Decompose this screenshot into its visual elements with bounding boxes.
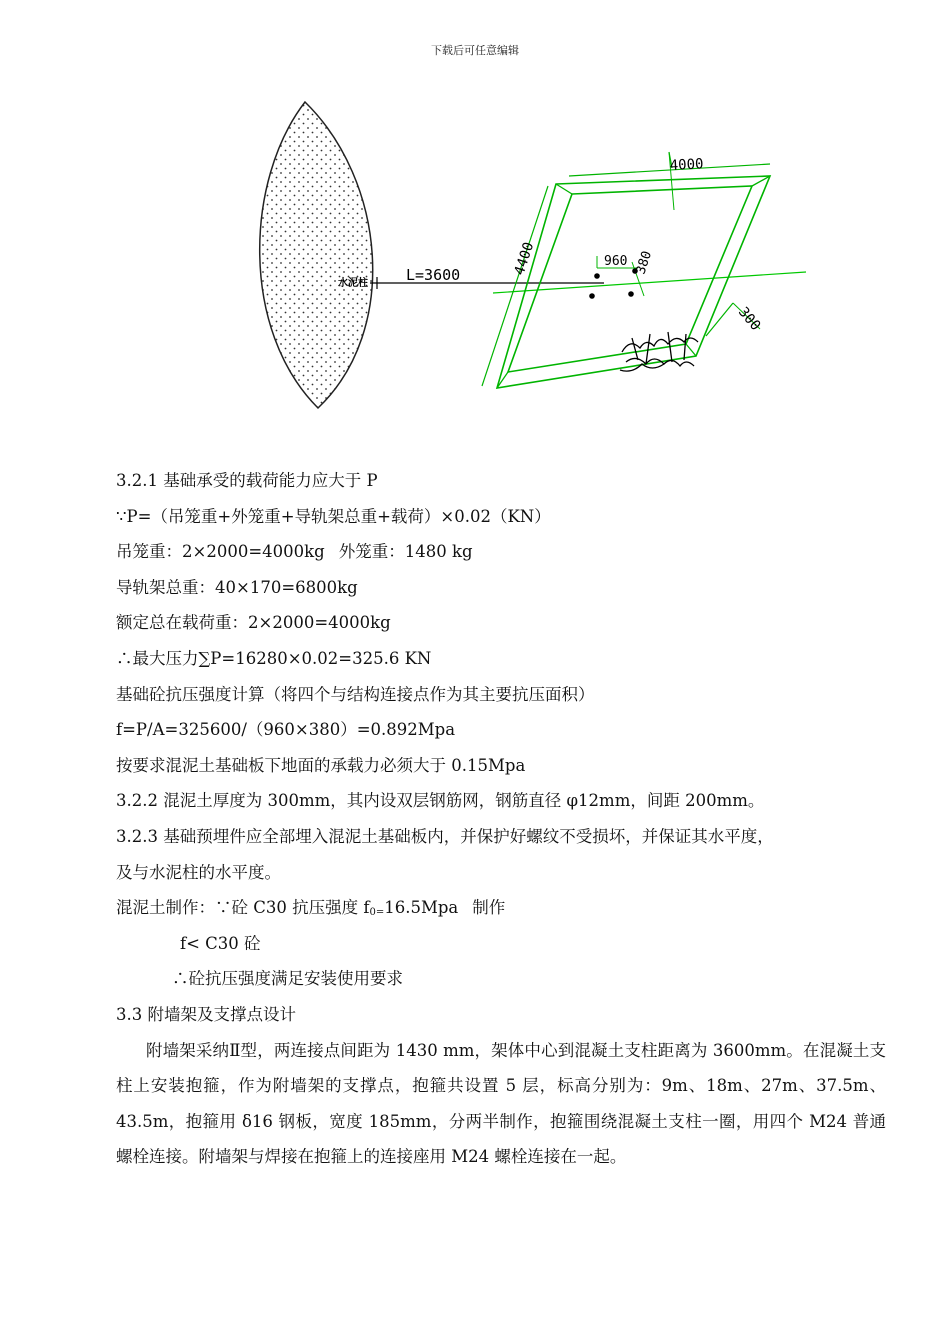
text-span: 外笼重：1480 kg — [338, 542, 473, 562]
width-label: 4000 — [669, 156, 704, 174]
distance-label: L=3600 — [406, 266, 461, 284]
text-line: ∴砼抗压强度满足安装使用要求 — [172, 969, 403, 989]
thickness-label: 300 — [734, 304, 764, 334]
text-line: 导轨架总重：40×170=6800kg — [116, 577, 358, 597]
text-span: 16.5Mpa — [384, 898, 459, 918]
page-header: 下载后可任意编辑 — [431, 44, 519, 57]
text-line — [116, 534, 886, 570]
text-line: 3.2.2 混泥土厚度为 300mm，其内设双层钢筋网，钢筋直径 φ12mm，间距 200mm。 — [116, 791, 765, 811]
text-span: 混泥土制作：∵砼 C30 抗压强度 f — [116, 898, 370, 918]
spacing-y-label: 380 — [633, 249, 656, 277]
text-line: f=P/A=325600/（960×380）=0.892Mpa — [116, 720, 456, 740]
text-line: 额定总在载荷重：2×2000=4000kg — [116, 613, 391, 633]
dim-300-line — [706, 303, 733, 336]
text-line: 基础砼抗压强度计算（将四个与结构连接点作为其主要抗压面积） — [116, 684, 595, 704]
spacing-x-label: 960 — [604, 254, 628, 269]
rebar-scribble — [620, 332, 698, 371]
text-line: 及与水泥柱的水平度。 — [116, 862, 281, 882]
text-span: 吊笼重：2×2000=4000kg — [116, 542, 325, 562]
column-label: 水泥柱 — [338, 278, 368, 289]
text-line: ∴最大压力∑P=16280×0.02=325.6 KN — [116, 648, 432, 668]
text-line: ∵P=（吊笼重+外笼重+导轨架总重+载荷）×0.02（KN） — [116, 506, 551, 526]
text-line: 按要求混泥土基础板下地面的承载力必须大于 0.15Mpa — [116, 755, 526, 775]
column-section-shape — [260, 102, 373, 408]
bolt-marker — [594, 273, 600, 279]
paragraph: 附墙架采纳Ⅱ型，两连接点间距为 1430 mm，架体中心到混凝土支柱距离为 3600mm。在混凝土支柱上安装抱箍，作为附墙架的支撑点，抱箍共设置 5 层，标高分别为：9m、18m、27m、37.5m、43.5m，抱箍用 δ16 钢板，宽度 185mm，分两半制作，抱箍围绕混凝土支柱一圈，用四个 M24 普通螺栓连接。附墙架与焊接在抱箍上的连接座用 M24 螺栓连接在一起。 — [116, 1040, 886, 1167]
bolt-marker — [628, 291, 634, 297]
foundation-outer-frame — [497, 176, 770, 388]
foundation-diagram — [0, 0, 950, 440]
subscript: 0= — [369, 907, 385, 919]
text-line: f< C30 砼 — [180, 933, 261, 953]
bolt-marker — [589, 293, 595, 299]
text-line: 3.2.3 基础预埋件应全部埋入混泥土基础板内，并保护好螺纹不受损坏，并保证其水平度， — [116, 826, 774, 846]
text-span: 制作 — [472, 898, 506, 918]
length-label: 4400 — [511, 240, 538, 278]
document-body — [116, 463, 886, 1175]
text-line — [116, 890, 886, 926]
section-heading: 3.3 附墙架及支撑点设计 — [116, 1004, 296, 1024]
text-line: 3.2.1 基础承受的载荷能力应大于 P — [116, 471, 378, 490]
